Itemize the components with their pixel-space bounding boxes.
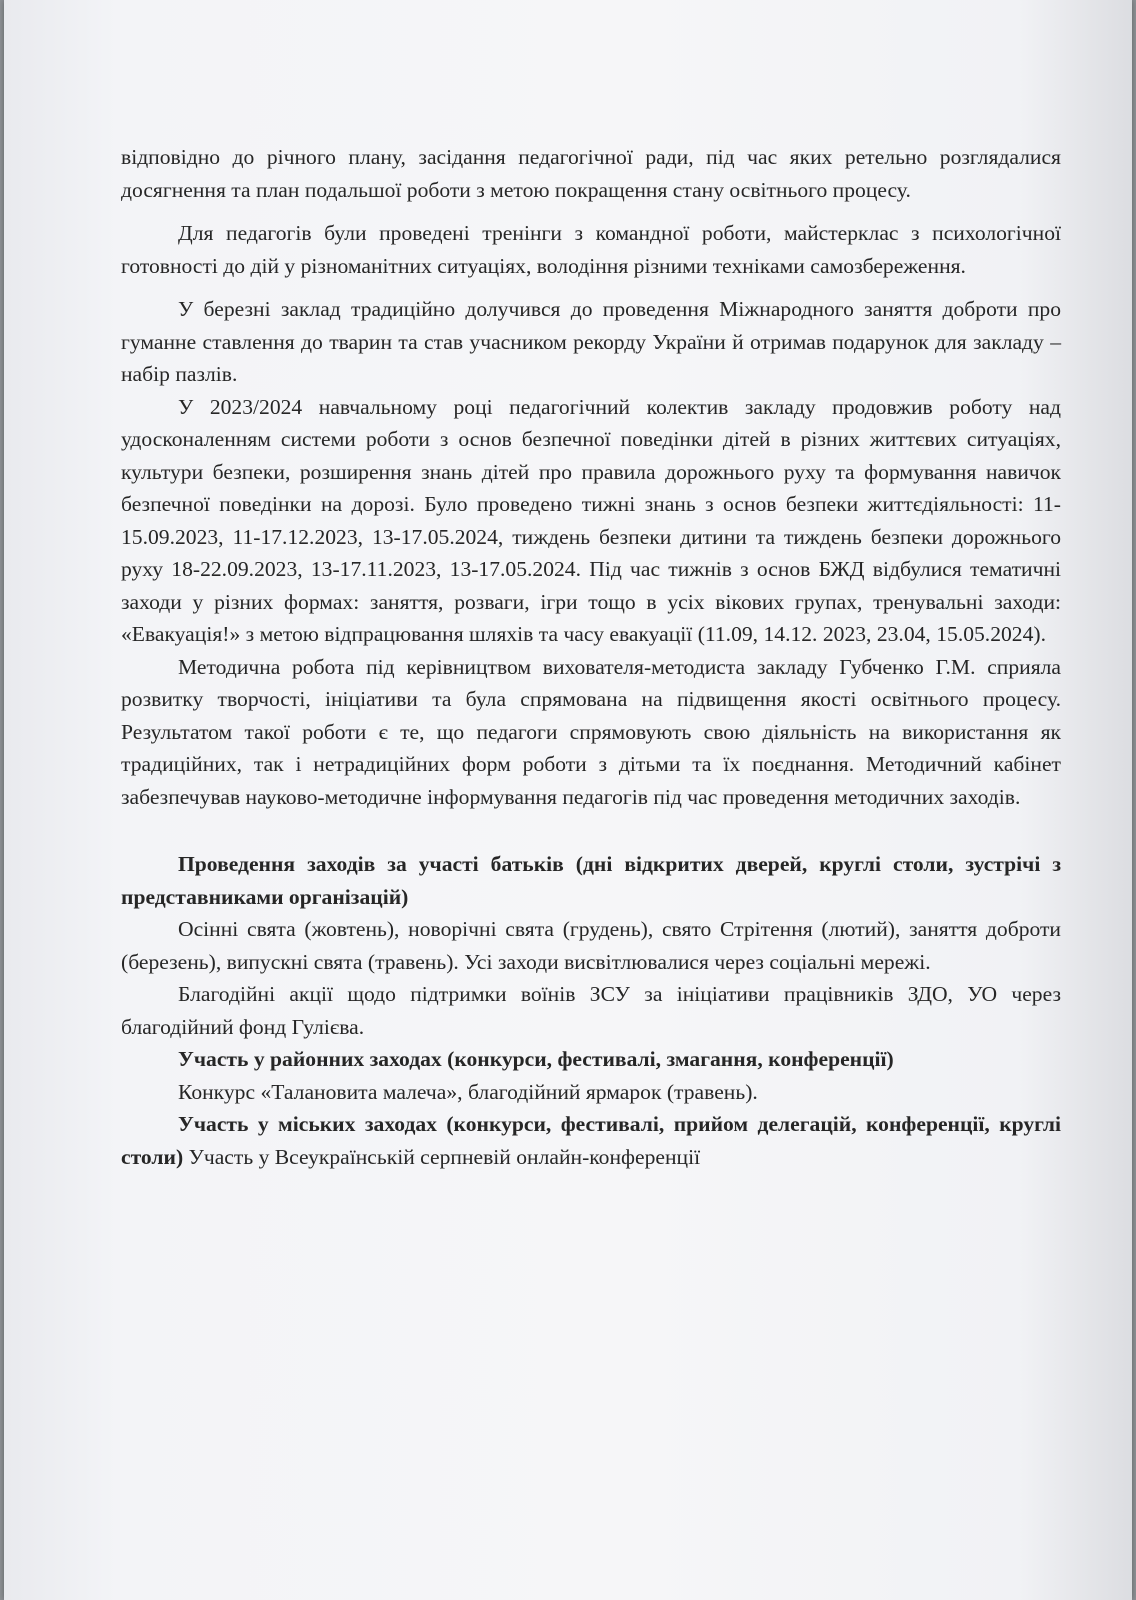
document-page [4,0,1132,1600]
paragraph-pedagogical-council: відповідно до річного плану, засідання педагогічної ради, під час яких ретельно розглядалися досягнення та план подальшої роботи з метою покращення стану освітнього процесу. [121,145,1061,202]
paragraph-methodical-work: Методична робота під керівництвом вихователя-методиста закладу Губченко Г.М. сприяла розвитку творчості, ініціативи та була спрямована на підвищення якості освітнього процесу. Результатом такої роботи є те, що педагоги спрямовують свою діяльність на використання як традиційних, так і нетрадиційних форм роботи з дітьми та їх поєднання. Методичний кабінет забезпечував науково-методичне інформування педагогів під час проведення методичних заходів. [121,654,1061,809]
paragraph-safety-work: У 2023/2024 навчальному році педагогічний колектив закладу продовжив роботу над удосконаленням системи роботи з основ безпечної поведінки дітей в різних життєвих ситуаціях, культури безпеки, розширення знань дітей про правила дорожнього руху та формування навичок безпечної поведінки на дорозі. Було проведено тижні знань з основ безпеки життєдіяльності: 11-15.09.2023, 11-17.12.2023, 13-17.05.2024, тиждень безпеки дитини та тиждень безпеки дорожнього руху 18-22.09.2023, 13-17.11.2023, 13-17.05.2024. Під час тижнів з основ БЖД відбулися тематичні заходи у різних формах: заняття, розваги, ігри тощо в усіх вікових групах, тренувальні заходи: «Евакуація!» з метою відпрацювання шляхів та часу евакуації (11.09, 14.12. 2023, 23.04, 15.05.2024). [121,394,1061,646]
heading-district-events: Участь у районних заходах (конкурси, фестивалі, змагання, конференції) [178,1047,894,1071]
paragraph-parents-events: Осінні свята (жовтень), новорічні свята (грудень), свято Стрітення (лютий), заняття доброти (березень), випускні свята (травень). Усі заходи висвітлювалися через соціальні мережі. [121,917,1061,974]
paragraph-kindness-lesson: У березні заклад традиційно долучився до проведення Міжнародного заняття доброти про гуманне ставлення до тварин та став учасником рекорду України й отримав подарунок для закладу – набір пазлів. [121,297,1061,386]
document-body [121,141,1061,1173]
heading-parents-events: Проведення заходів за участі батьків (дні відкритих дверей, круглі столи, зустрічі з представниками організацій) [121,852,1061,909]
city-events-text: Участь у Всеукраїнській серпневій онлайн-конференції [183,1144,701,1169]
paragraph-district-events: Конкурс «Талановита малеча», благодійний ярмарок (травень). [178,1079,758,1104]
paragraph-city-events [121,1108,1061,1173]
paragraph-trainings: Для педагогів були проведені тренінги з командної роботи, майстерклас з психологічної готовності до дій у різноманітних ситуаціях, володіння різними техніками самозбереження. [121,221,1061,278]
paragraph-charity: Благодійні акції щодо підтримки воїнів ЗСУ за ініціативи працівників ЗДО, УО через благодійний фонд Гулієва. [121,982,1061,1039]
heading-city-events: Участь у міських заходах (конкурси, фестивалі, прийом делегацій, конференції, круглі столи) [121,1112,1061,1169]
